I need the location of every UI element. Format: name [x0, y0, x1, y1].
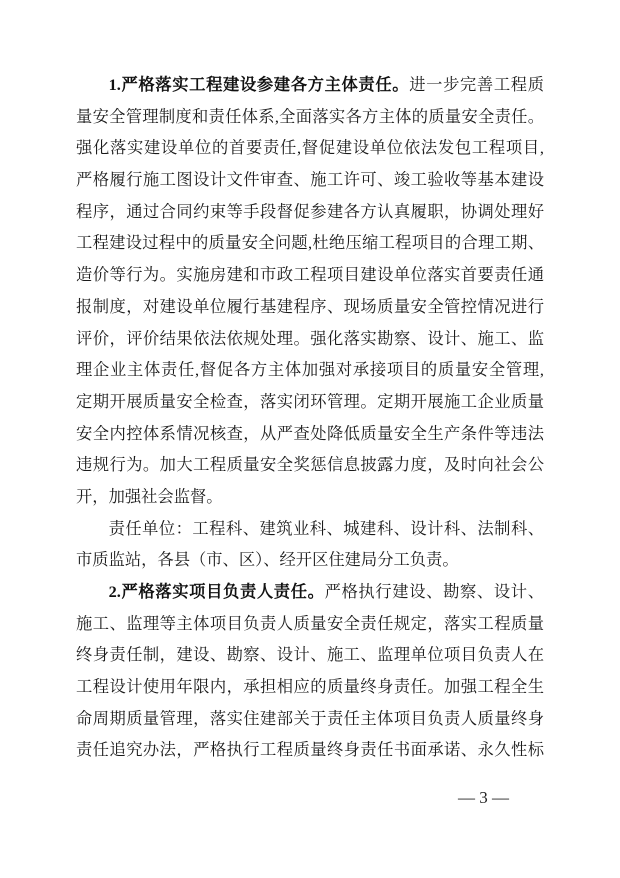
text-run: 进一步完善工程质	[409, 75, 544, 94]
text-line-16: 市质监站，各县（市、区）、经开区住建局分工负责。	[76, 550, 459, 570]
body-text	[76, 69, 544, 766]
text-line-14: 开，加强社会监督。	[76, 486, 223, 506]
text-line-7: 造价等行为。实施房建和市政工程项目建设单位落实首要责任通	[76, 265, 544, 285]
text-line-17	[76, 576, 544, 608]
text-line-6: 工程建设过程中的质量安全问题,杜绝压缩工程项目的合理工期、	[76, 233, 544, 253]
text-line-21: 命周期质量管理，落实住建部关于责任主体项目负责人质量终身	[76, 708, 544, 728]
text-run: 严格执行建设、勘察、设计、	[324, 582, 544, 601]
text-line-10: 理企业主体责任,督促各方主体加强对承接项目的质量安全管理,	[76, 360, 544, 380]
text-line-20: 工程设计使用年限内，承担相应的质量终身责任。加强工程全生	[76, 677, 544, 697]
text-line-19: 终身责任制，建设、勘察、设计、施工、监理单位项目负责人在	[76, 645, 544, 665]
clause-1-number-title: 1.严格落实工程建设参建各方主体责任。	[108, 75, 410, 94]
text-line-1	[76, 69, 544, 101]
text-line-4: 严格履行施工图设计文件审查、施工许可、竣工验收等基本建设	[76, 170, 544, 190]
page-number: — 3 —	[458, 788, 509, 807]
text-line-11: 定期开展质量安全检查，落实闭环管理。定期开展施工企业质量	[76, 391, 544, 411]
text-line-3: 强化落实建设单位的首要责任,督促建设单位依法发包工程项目,	[76, 138, 544, 158]
text-line-5: 程序，通过合同约束等手段督促参建各方认真履职，协调处理好	[76, 201, 544, 221]
text-line-12: 安全内控体系情况核查，从严查处降低质量安全生产条件等违法	[76, 423, 544, 443]
clause-2-number-title: 2.严格落实项目负责人责任。	[108, 582, 325, 601]
text-line-18: 施工、监理等主体项目负责人质量安全责任规定，落实工程质量	[76, 613, 544, 633]
text-line-13: 违规行为。加大工程质量安全奖惩信息披露力度，及时向社会公	[76, 455, 544, 475]
text-line-2: 量安全管理制度和责任体系,全面落实各方主体的质量安全责任。	[76, 106, 544, 126]
text-line-8: 报制度，对建设单位履行基建程序、现场质量安全管控情况进行	[76, 296, 544, 316]
text-line-22: 责任追究办法，严格执行工程质量终身责任书面承诺、永久性标	[76, 740, 544, 760]
text-line-15: 责任单位：工程科、建筑业科、城建科、设计科、法制科、	[108, 518, 544, 538]
text-line-9: 评价，评价结果依法依规处理。强化落实勘察、设计、施工、监	[76, 328, 544, 348]
